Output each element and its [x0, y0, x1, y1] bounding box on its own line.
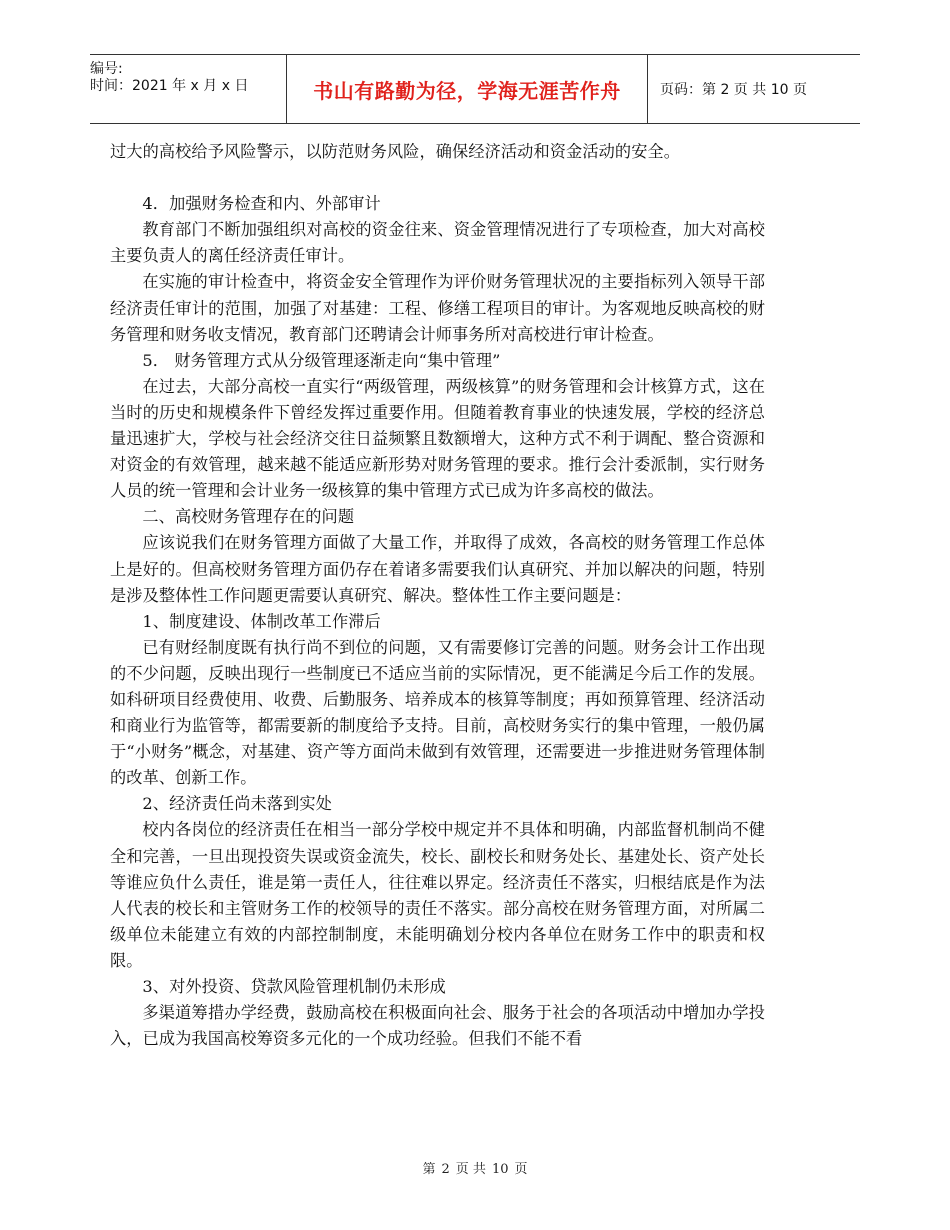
body-paragraph: 5． 财务管理方式从分级管理逐渐走向“集中管理” [142, 350, 501, 370]
body-paragraph: 4．加强财务检查和内、外部审计 [142, 194, 381, 214]
footer-total-pages: 10 [491, 1162, 509, 1177]
body-paragraph: 2、经济责任尚未落到实处 [142, 794, 332, 814]
body-paragraph: 二、高校财务管理存在的问题 [142, 507, 355, 527]
body-paragraph: 多渠道筹措办学经费，鼓励高校在积极面向社会、服务于社会的各项活动中增加办学投入，已成为我国高校筹资多元化的一个成功经验。但我们不能不看 [110, 1003, 765, 1049]
header-motto-cell [286, 55, 648, 123]
document-number-label: 编号: [90, 61, 123, 77]
footer-suffix: 页 [514, 1162, 528, 1177]
header-page-info [648, 55, 860, 123]
body-paragraph: 教育部门不断加强组织对高校的资金往来、资金管理情况进行了专项检查，加大对高校主要负责人的离任经济责任审计。 [110, 220, 765, 266]
body-paragraph: 过大的高校给予风险警示，以防范财务风险，确保经济活动和资金活动的安全。 [110, 142, 681, 161]
body-paragraph: 校内各岗位的经济责任在相当一部分学校中规定并不具体和明确，内部监督机制尚不健全和完善，一旦出现投资失误或资金流失，校长、副校长和财务处长、基建处长、资产处长等谁应负什么责任，谁是第一责任人，往往难以界定。经济责任不落实，归根结底是作为法人代表的校长和主管财务工作的校领导的责任不落实。部分高校在财务管理方面，对所属二级单位未能建立有效的内部控制制度，未能明确划分校内各单位在财务工作中的职责和权限。 [110, 820, 765, 970]
footer-prefix: 第 [422, 1162, 436, 1177]
body-paragraph: 在过去，大部分高校一直实行“两级管理，两级核算”的财务管理和会计核算方式，这在当时的历史和规模条件下曾经发挥过重要作用。但随着教育事业的快速发展，学校的经济总量迅速扩大，学校与社会经济交往日益频繁且数额增大，这种方式不利于调配、整合资源和对资金的有效管理，越来越不能适应新形势对财务管理的要求。推行会汁委派制，实行财务人员的统一管理和会计业务一级核算的集中管理方式已成为许多高校的做法。 [110, 376, 765, 501]
document-body [110, 139, 765, 1052]
body-paragraph: 已有财经制度既有执行尚不到位的问题，又有需要修订完善的问题。财务会计工作出现的不少问题，反映出现行一些制度已不适应当前的实际情况，更不能满足今后工作的发展。如科研项目经费使用、收费、后勤服务、培养成本的核算等制度；再如预算管理、经济活动和商业行为监管等，都需要新的制度给予支持。目前，高校财务实行的集中管理，一般仍属于“小财务”概念，对基建、资产等方面尚未做到有效管理，还需要进一步推进财务管理体制的改革、创新工作。 [110, 637, 765, 788]
body-paragraph: 1、制度建设、体制改革工作滞后 [142, 611, 381, 631]
header-motto: 书山有路勤为径，学海无涯苦作舟 [313, 78, 621, 103]
footer-middle: 页 共 [455, 1162, 486, 1177]
body-paragraph [110, 165, 765, 191]
document-date-label: 时间：2021 年 x 月 x 日 [90, 78, 249, 94]
body-paragraph: 在实施的审计检查中，将资金安全管理作为评价财务管理状况的主要指标列入领导干部经济责任审计的范围，加强了对基建：工程、修缮工程项目的审计。为客观地反映高校的财务管理和财务收支情况，教育部门还聘请会计师事务所对高校进行审计检查。 [110, 272, 765, 344]
page-info-text: 页码：第 2 页 共 10 页 [660, 82, 807, 98]
body-paragraph: 3、对外投资、贷款风险管理机制仍未形成 [142, 977, 446, 996]
footer-page-number: 2 [441, 1162, 450, 1177]
body-paragraph: 应该说我们在财务管理方面做了大量工作，并取得了成效，各高校的财务管理工作总体上是好的。但高校财务管理方面仍存在着诸多需要我们认真研究、并加以解决的问题，特别是涉及整体性工作问题更需要认真研究、解决。整体性工作主要问题是： [110, 533, 765, 605]
page-footer [0, 1158, 950, 1177]
page-header [90, 54, 860, 124]
header-meta [90, 55, 286, 123]
